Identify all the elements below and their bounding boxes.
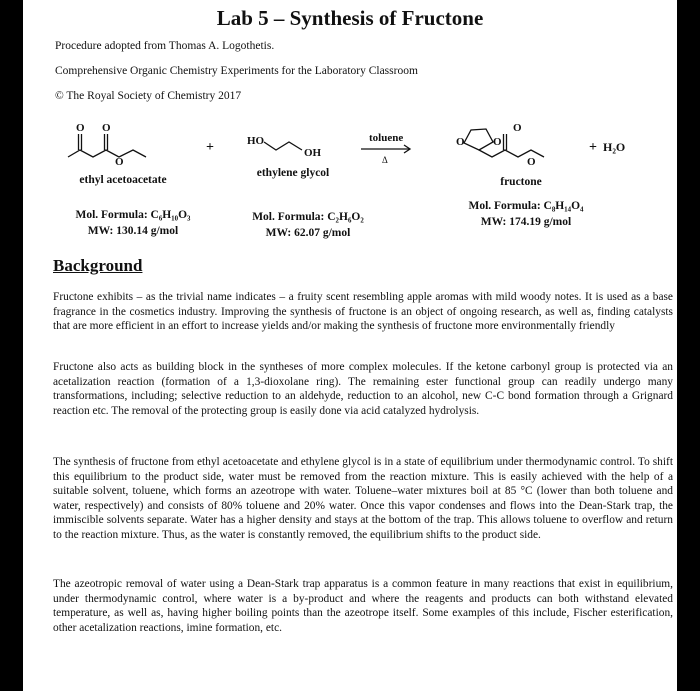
ethylene-glycol-skeleton (264, 142, 302, 150)
document-page (23, 0, 677, 691)
book-title: Comprehensive Organic Chemistry Experiments for the Laboratory Classroom (55, 65, 418, 77)
product-name: fructone (500, 176, 542, 188)
oxygen-atom: O (493, 136, 502, 148)
oxygen-atom: O (115, 156, 124, 168)
reactant2-formula-block (223, 209, 393, 241)
oxygen-atom: O (456, 136, 465, 148)
background-paragraph: The azeotropic removal of water using a Dean-Stark trap apparatus is a common feature in many reactions that exist in equilibrium, under thermodynamic control, where water is a by-product and where the reagents and products can both withstand elevated temperature, as well as, having higher boiling points than the azeotrope itself. Some examples of this include, Fischer esterification, other acetalization reactions, imine formation, etc. (53, 578, 673, 634)
reactant2-name: ethylene glycol (256, 167, 330, 179)
reactant1-name: ethyl acetoacetate (79, 174, 167, 186)
product-mw: MW: 174.19 g/mol (480, 216, 572, 228)
background-paragraph: Fructone also acts as building block in the syntheses of more complex molecules. If the ketone carbonyl group is protected via an acetalization reaction (formation of a 1,3-dioxolane ring). The remaining ester functional group can readily undergo many transformations, including; selective reduction to an aldehyde, reduction to an alcohol, new C-C bond formation through a Grignard reaction etc. The removal of the protecting group is easily done via acid catalyzed hydrolysis. (53, 361, 673, 417)
plus-sign: + (206, 140, 214, 155)
page-title: Lab 5 – Synthesis of Fructone (216, 6, 484, 30)
reactant2-mw: MW: 62.07 g/mol (265, 227, 351, 239)
ethyl-acetoacetate-skeleton (68, 150, 146, 157)
product-formula: Mol. Formula: C₈H₁₄O₄ (468, 200, 584, 212)
oxygen-atom: O (527, 156, 536, 168)
copyright-line: © The Royal Society of Chemistry 2017 (55, 90, 242, 102)
arrow-solvent: toluene (369, 132, 404, 144)
plus-sign: + (589, 140, 597, 155)
background-paragraph: The synthesis of fructone from ethyl acetoacetate and ethylene glycol is in a state of equilibrium under thermodynamic control. To shift this equilibrium to the product side, water must be removed from the reaction mixture. This is easily achieved with the help of a suitable solvent, toluene, which forms an azeotrope with water. Toluene–water mixtures boil at 85 °C (lower than both toluene and water, respectively) and consists of 80% toluene and 20% water. Once this vapor condenses and flows into the Dean-Stark trap, the immiscible solvents separate. Water has a higher density and stays at the bottom of the trap. This allows toluene to overflow and return to the reaction mixture. Thus, as the water is constantly removed, the equilibrium shifts to the product side. (53, 456, 673, 541)
product-formula-block (441, 198, 611, 230)
dioxolane-ring (464, 129, 493, 150)
reaction-scheme (23, 112, 677, 202)
reactant2-formula: Mol. Formula: C₂H₆O₂ (252, 211, 364, 223)
hydroxyl-group: HO (247, 135, 265, 147)
background-paragraph: Fructone exhibits – as the trivial name indicates – a fruity scent resembling apple aromas with mild woody notes. It is used as a base fragrance in the cosmetics industry. Improving the synthesis of fructone is an object of ongoing research, as well as, finding catalysts that are more efficient in an effort to increase yields and/or making the synthesis of fructone more environmentally friendly (53, 291, 673, 333)
oxygen-atom: O (513, 122, 522, 134)
reactant1-formula: Mol. Formula: C₆H₁₀O₃ (75, 209, 191, 221)
oxygen-atom: O (76, 122, 85, 134)
background-heading: Background (53, 256, 143, 275)
procedure-source: Procedure adopted from Thomas A. Logothetis. (55, 40, 275, 52)
reactant1-mw: MW: 130.14 g/mol (87, 225, 179, 237)
hydroxyl-group: OH (304, 147, 322, 159)
reactant1-formula-block (53, 207, 213, 239)
arrow-condition: Δ (382, 155, 388, 165)
water-formula: H₂O (603, 140, 626, 154)
oxygen-atom: O (102, 122, 111, 134)
